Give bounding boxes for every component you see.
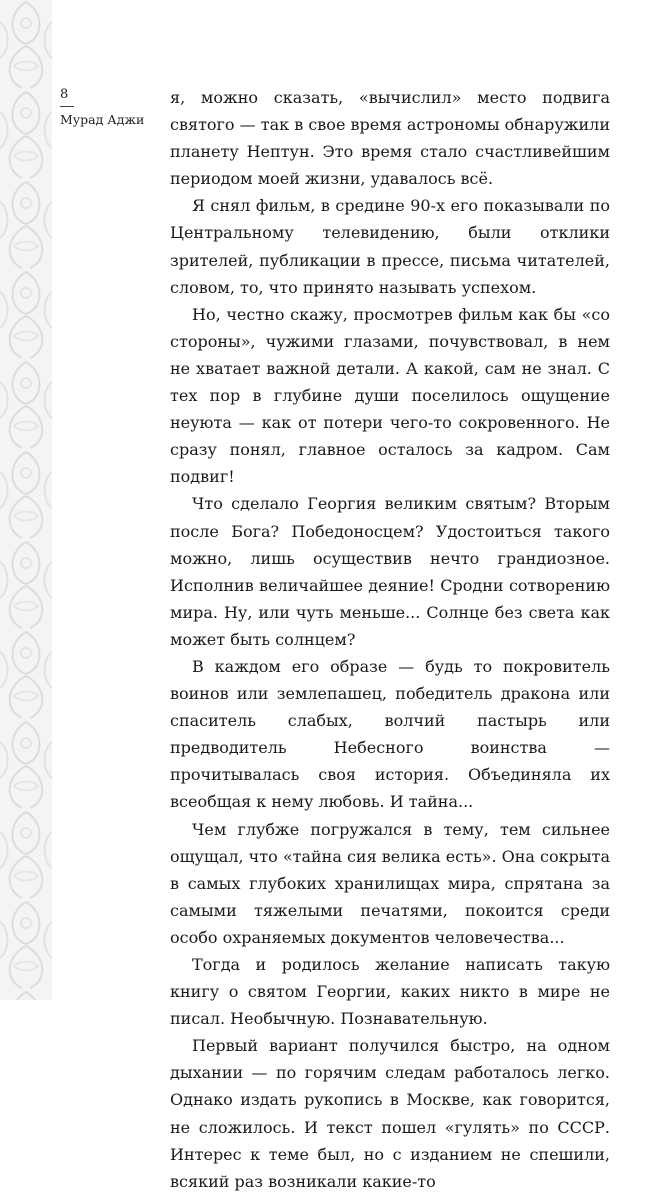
paragraph-3: Но, честно скажу, просмотрев фильм как бы «со стороны», чужими глазами, почувствовал, в нем не хватает важной детали. А какой, сам не знал. С тех пор в глубине души поселилось ощущение неуюта — как от потери чего-то сокровенного. Не сразу понял, главное осталось за кадром. Сам подвиг! [170,304,610,487]
body-text [170,84,610,1195]
page-number: 8 [60,87,69,102]
ornament-pattern [0,0,52,1000]
running-head [60,86,145,129]
paragraph-8: Первый вариант получился быстро, на одном дыхании — по горячим следам работалось легко. Однако издать рукопись в Москве, как говорится, не сложилось. И текст пошел «гулять» по СССР. Интерес к теме был, но с изданием не спешили, всякий раз возникали какие-то [170,1036,610,1191]
running-head-author: Мурад Аджи [60,112,145,127]
decorative-ornament-border [0,0,52,1000]
paragraph-4: Что сделало Георгия великим святым? Вторым после Бога? Победоносцем? Удостоиться такого можно, лишь осуществив нечто грандиозное. Исполнив величайшее деяние! Сродни сотворению мира. Ну, или чуть меньше... Солнце без света как может быть солнцем? [170,494,610,649]
paragraph-5: В каждом его образе — будь то покровитель воинов или землепашец, победитель дракона или спаситель слабых, волчий пастырь или предводитель Небесного воинства — прочитывалась своя история. Объединяла их всеобщая к нему любовь. И тайна... [170,656,610,812]
paragraph-6: Чем глубже погружался в тему, тем сильнее ощущал, что «тайна сия велика есть». Она сокрыта в самых глубоких хранилищах мира, спрятана за самыми тяжелыми печатями, покоится среди особо охраняемых документов человечества... [170,819,611,947]
paragraph-7: Тогда и родилось желание написать такую книгу о святом Георгии, каких никто в мире не писал. Необычную. Познавательную. [170,955,610,1029]
paragraph-2: Я снял фильм, в средине 90-х его показывали по Центральному телевидению, были отклики зрителей, публикации в прессе, письма читателей, словом, то, что принято называть успехом. [170,196,610,297]
page-number-rule [60,106,74,107]
paragraph-1: я, можно сказать, «вычислил» место подвига святого — так в свое время астрономы обнаружили планету Нептун. Это время стало счастливейшим периодом моей жизни, удавалось всё. [170,88,610,189]
